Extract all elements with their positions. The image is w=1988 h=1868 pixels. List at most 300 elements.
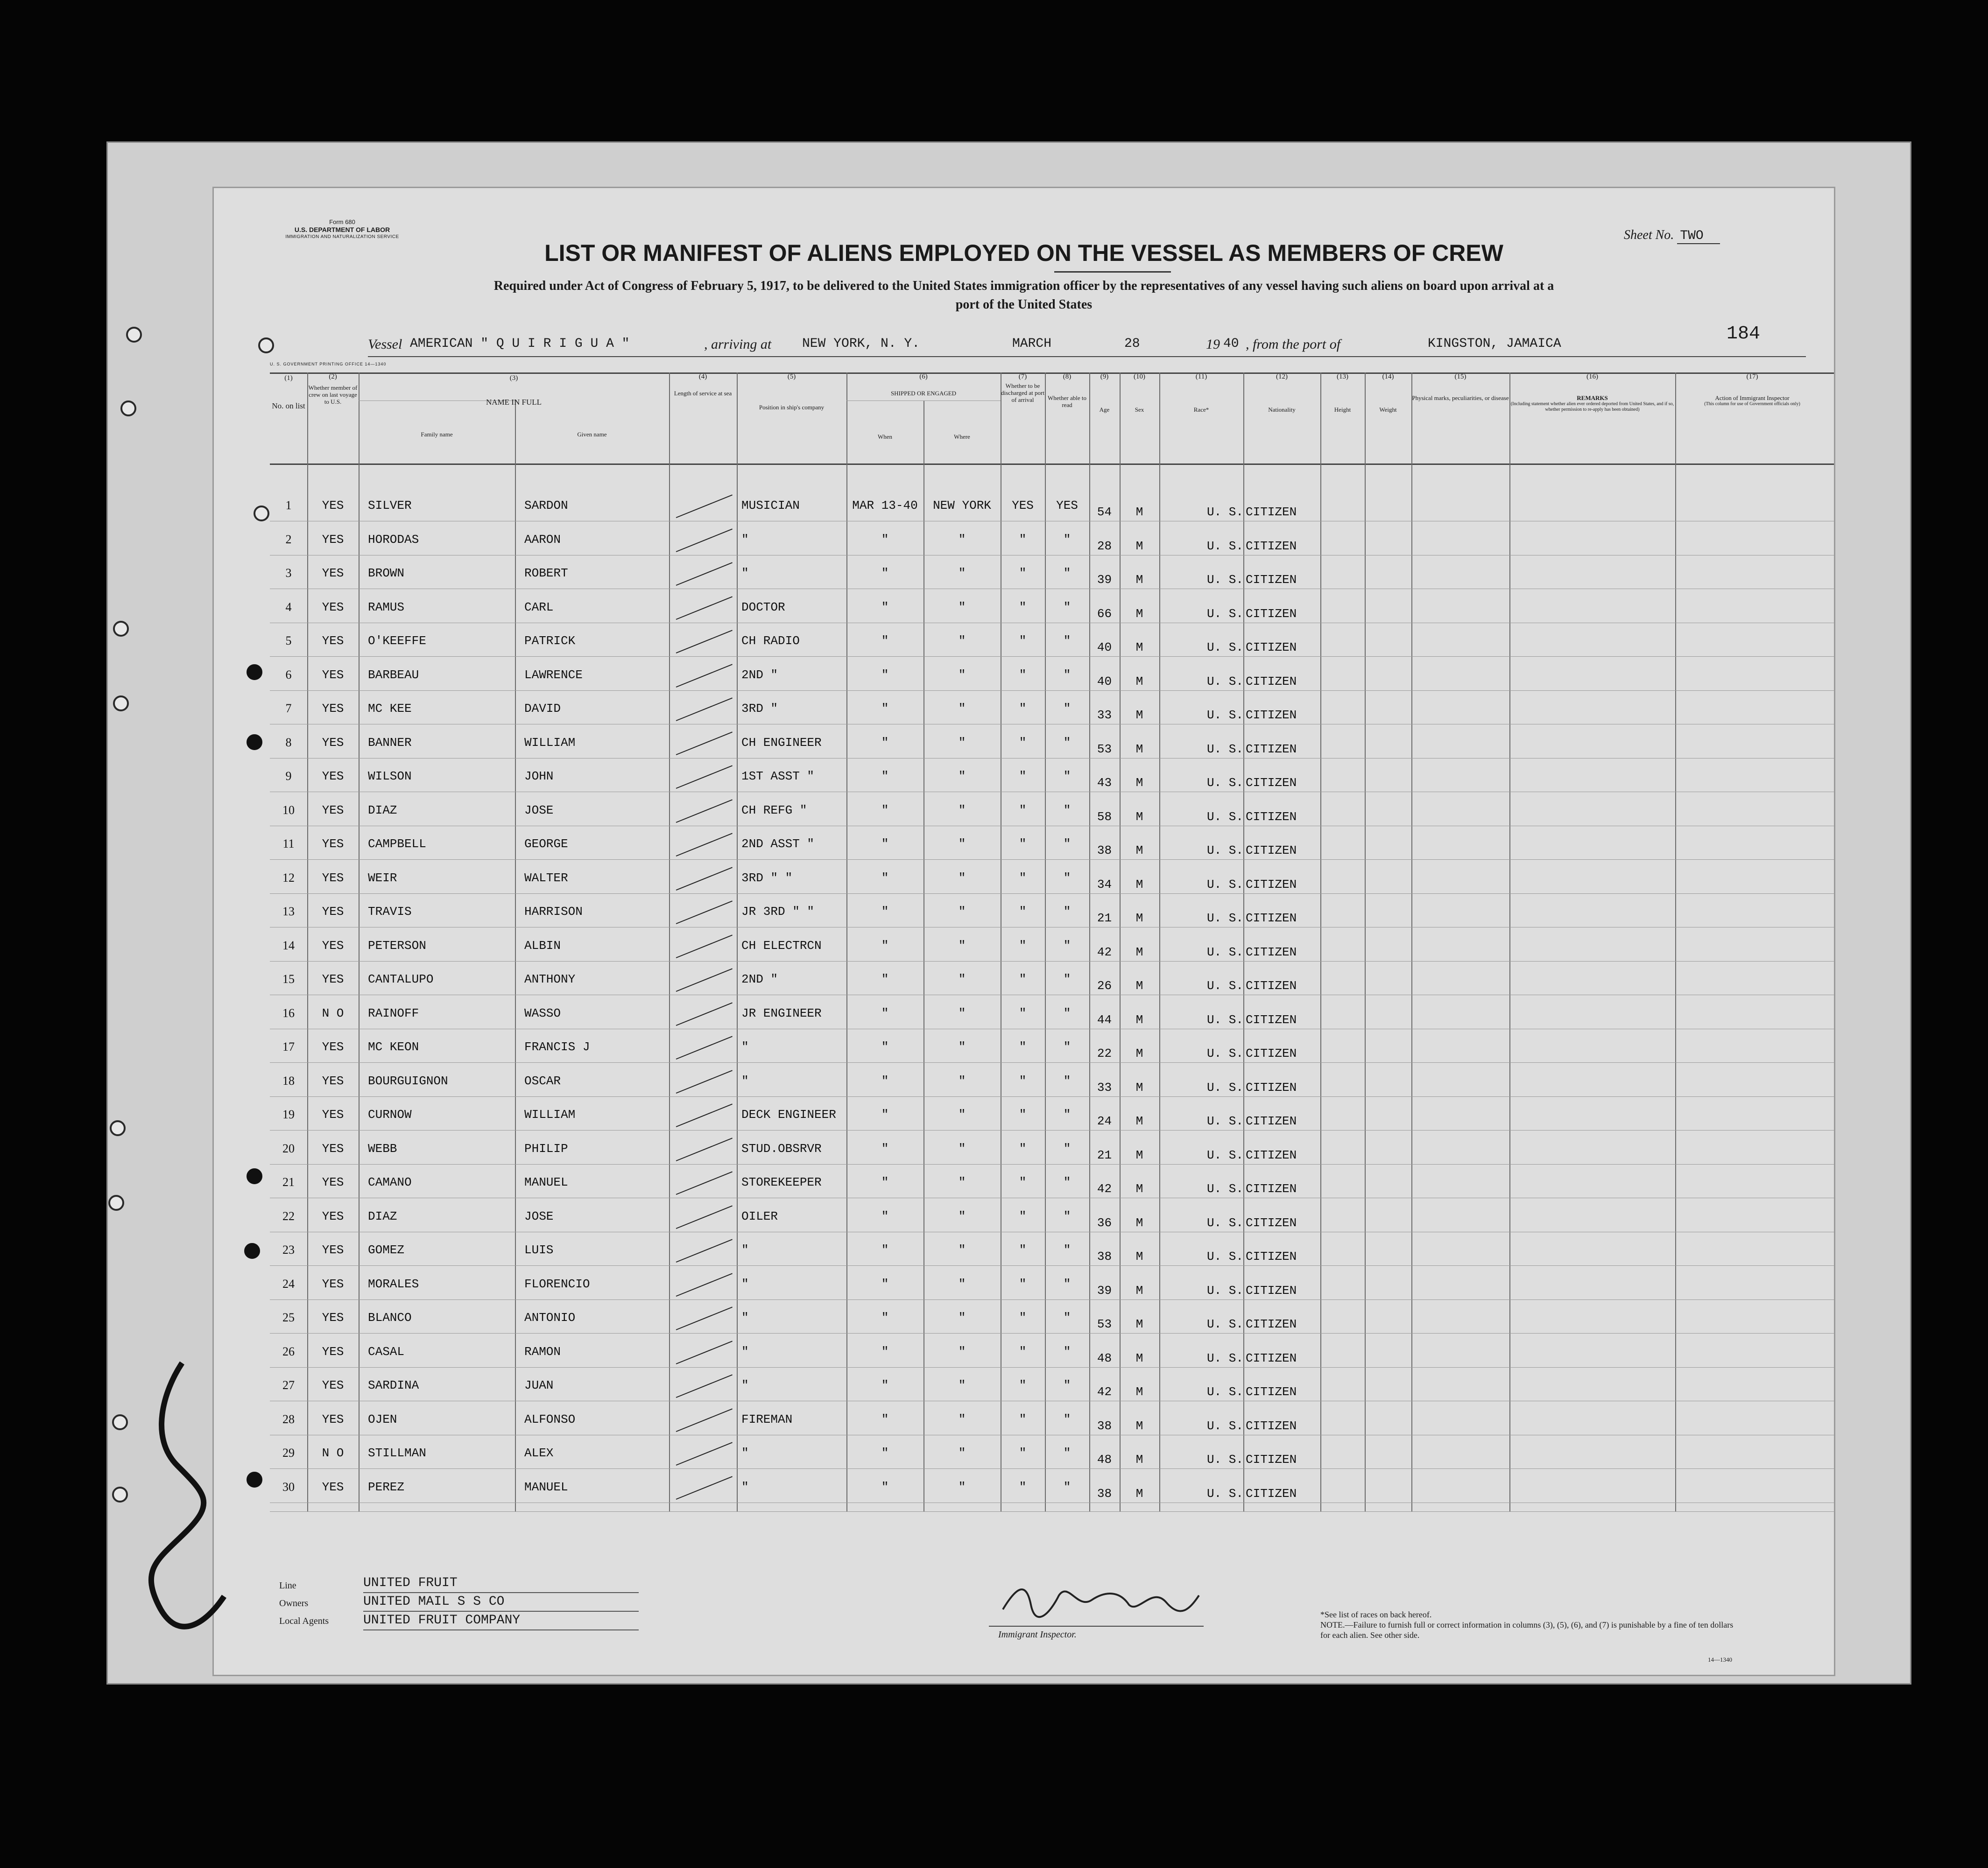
column-rule (1411, 372, 1412, 1511)
cell-nationality: CITIZEN (1246, 1283, 1297, 1298)
arrival-month: MARCH (1012, 337, 1052, 351)
service-check-mark (676, 968, 733, 992)
cell-position: " (741, 1277, 749, 1291)
cell-no: 28 (282, 1412, 295, 1426)
cell-family-name: RAINOFF (368, 1006, 419, 1020)
cell-member: YES (322, 1412, 344, 1426)
punch-hole (244, 1243, 260, 1259)
table-row-rule (270, 1130, 1834, 1131)
cell-given-name: RAMON (524, 1344, 561, 1359)
cell-no: 27 (282, 1378, 295, 1392)
cell-age: 22 (1097, 1046, 1112, 1060)
where-header: Where (954, 433, 970, 440)
service-check-mark (676, 1273, 733, 1297)
service-check-mark (676, 1374, 733, 1398)
cell-age: 38 (1097, 1250, 1112, 1264)
cell-sex: M (1135, 1453, 1143, 1467)
service-check-mark (676, 799, 733, 823)
cell-sex: M (1135, 742, 1143, 756)
cell-age: 38 (1097, 843, 1112, 857)
cell-nationality: CITIZEN (1246, 843, 1297, 857)
agents-value: UNITED FRUIT COMPANY (363, 1612, 639, 1630)
cell-nationality: CITIZEN (1246, 539, 1297, 553)
cell-member: YES (322, 566, 344, 580)
cell-age: 43 (1097, 776, 1112, 790)
signature-stroke (1003, 1589, 1199, 1617)
cell-sex: M (1135, 1182, 1143, 1196)
cell-discharged: " (1019, 532, 1027, 547)
cell-when: " (881, 1412, 889, 1426)
cell-when: " (881, 1074, 889, 1088)
cell-member: YES (322, 1209, 344, 1223)
service-check-mark (676, 664, 733, 688)
cell-where: " (958, 1480, 966, 1494)
cell-discharged: " (1019, 837, 1027, 851)
cell-when: " (881, 972, 889, 986)
cell-no: 16 (282, 1006, 295, 1020)
cell-given-name: PATRICK (524, 634, 576, 648)
punch-hole (126, 327, 142, 343)
table-row-rule (270, 1333, 1834, 1334)
col-5-header: (5) Position in ship's company (759, 373, 825, 411)
cell-no: 17 (282, 1040, 295, 1053)
arrival-day: 28 (1124, 337, 1140, 351)
cell-age: 26 (1097, 979, 1112, 993)
cell-position: OILER (741, 1209, 778, 1223)
cell-race: U. S. (1206, 742, 1243, 756)
cell-discharged: " (1019, 1378, 1027, 1392)
col-10-header: (10) Sex (1134, 373, 1145, 413)
cell-race: U. S. (1206, 1250, 1243, 1264)
cell-family-name: CASAL (368, 1344, 405, 1359)
cell-discharged: " (1019, 1006, 1027, 1020)
cell-where: " (958, 1243, 966, 1257)
cell-position: " (741, 1480, 749, 1494)
cell-race: U. S. (1206, 1317, 1243, 1331)
cell-read: " (1063, 905, 1071, 919)
cell-when: " (881, 1243, 889, 1257)
cell-family-name: OJEN (368, 1412, 397, 1426)
service-check-mark (676, 1341, 733, 1364)
cell-sex: M (1135, 1351, 1143, 1365)
subtitle-line-1: Required under Act of Congress of February 5, 1917, to be delivered to the United States immigration officer by the representatives of any vessel having such aliens on board upon arrival at a (493, 279, 1554, 293)
cell-read: " (1063, 1412, 1071, 1426)
cell-family-name: CAMANO (368, 1175, 412, 1189)
cell-when: " (881, 702, 889, 716)
cell-when: " (881, 735, 889, 750)
cell-given-name: ALBIN (524, 938, 561, 953)
cell-position: DOCTOR (741, 600, 785, 614)
cell-sex: M (1135, 505, 1143, 519)
cell-race: U. S. (1206, 674, 1243, 688)
cell-position: JR ENGINEER (741, 1006, 822, 1020)
cell-read: " (1063, 871, 1071, 885)
cell-member: YES (322, 972, 344, 986)
cell-read: " (1063, 1344, 1071, 1359)
cell-sex: M (1135, 1215, 1143, 1230)
cell-member: YES (322, 1108, 344, 1122)
cell-position: STUD.OBSRVR (741, 1141, 822, 1156)
cell-when: " (881, 1344, 889, 1359)
cell-family-name: SILVER (368, 499, 412, 513)
cell-read: " (1063, 837, 1071, 851)
cell-where: " (958, 1074, 966, 1088)
cell-given-name: ANTONIO (524, 1311, 576, 1325)
cell-nationality: CITIZEN (1246, 911, 1297, 925)
table-row-rule (270, 1164, 1834, 1165)
cell-read: " (1063, 1446, 1071, 1460)
cell-when: " (881, 803, 889, 817)
cell-nationality: CITIZEN (1246, 1351, 1297, 1365)
service-check-mark (676, 697, 733, 721)
cell-read: " (1063, 667, 1071, 682)
cell-member: YES (322, 1311, 344, 1325)
cell-age: 39 (1097, 573, 1112, 587)
cell-family-name: WEIR (368, 871, 397, 885)
cell-race: U. S. (1206, 606, 1243, 621)
cell-position: " (741, 1378, 749, 1392)
cell-position: FIREMAN (741, 1412, 793, 1426)
cell-nationality: CITIZEN (1246, 1250, 1297, 1264)
cell-family-name: CANTALUPO (368, 972, 434, 986)
cell-discharged: " (1019, 871, 1027, 885)
cell-given-name: LUIS (524, 1243, 554, 1257)
cell-when: " (881, 1480, 889, 1494)
cell-position: DECK ENGINEER (741, 1108, 836, 1122)
column-rule (515, 400, 516, 1511)
cell-nationality: CITIZEN (1246, 809, 1297, 824)
cell-nationality: CITIZEN (1246, 742, 1297, 756)
cell-where: " (958, 1378, 966, 1392)
cell-where: " (958, 702, 966, 716)
agents-label: Local Agents (279, 1616, 329, 1626)
col-3-header: (3) NAME IN FULL (486, 374, 542, 407)
cell-discharged: " (1019, 972, 1027, 986)
cell-read: " (1063, 1006, 1071, 1020)
cell-age: 54 (1097, 505, 1112, 519)
cell-member: YES (322, 667, 344, 682)
cell-race: U. S. (1206, 1114, 1243, 1128)
col-14-header: (14) Weight (1379, 373, 1397, 413)
cell-family-name: CAMPBELL (368, 837, 426, 851)
cell-member: N O (322, 1446, 344, 1460)
cell-nationality: CITIZEN (1246, 606, 1297, 621)
cell-age: 28 (1097, 539, 1112, 553)
cell-where: " (958, 837, 966, 851)
col-4-header: (4) Length of service at sea (674, 373, 732, 397)
cell-member: YES (322, 871, 344, 885)
cell-family-name: TRAVIS (368, 905, 412, 919)
cell-race: U. S. (1206, 1351, 1243, 1365)
service-check-mark (676, 1002, 733, 1026)
punch-hole (247, 1472, 262, 1488)
cell-nationality: CITIZEN (1246, 1215, 1297, 1230)
column-rule (1509, 372, 1510, 1511)
service-check-mark (676, 731, 733, 755)
page-title: LIST OR MANIFEST OF ALIENS EMPLOYED ON THE VESSEL AS MEMBERS OF CREW (544, 240, 1503, 266)
footer-note (1320, 1609, 1741, 1640)
cell-family-name: CURNOW (368, 1108, 412, 1122)
column-rule (359, 372, 360, 1511)
cell-when: " (881, 1311, 889, 1325)
cell-race: U. S. (1206, 1046, 1243, 1060)
service-check-mark (676, 867, 733, 891)
cell-sex: M (1135, 539, 1143, 553)
service-check-mark (676, 1205, 733, 1229)
cell-where: " (958, 1209, 966, 1223)
scrawl-stroke (151, 1363, 224, 1627)
table-row-rule (270, 1096, 1834, 1097)
arrival-year-prefix: 19 (1206, 337, 1220, 352)
cell-age: 48 (1097, 1453, 1112, 1467)
cell-position: STOREKEEPER (741, 1175, 822, 1189)
cell-family-name: SARDINA (368, 1378, 419, 1392)
table-bottom-rule (270, 1511, 1834, 1512)
cell-where: " (958, 735, 966, 750)
cell-sex: M (1135, 1419, 1143, 1433)
cell-position: " (741, 1446, 749, 1460)
cell-race: U. S. (1206, 1148, 1243, 1162)
cell-nationality: CITIZEN (1246, 877, 1297, 892)
cell-where: " (958, 1040, 966, 1054)
cell-sex: M (1135, 1114, 1143, 1128)
col-9-header: (9) Age (1099, 373, 1110, 413)
cell-race: U. S. (1206, 573, 1243, 587)
cell-member: YES (322, 1344, 344, 1359)
service-check-mark (676, 1171, 733, 1195)
cell-read: " (1063, 803, 1071, 817)
cell-race: U. S. (1206, 1486, 1243, 1501)
cell-read: YES (1056, 499, 1078, 513)
cell-sex: M (1135, 640, 1143, 654)
arrival-port: NEW YORK, N. Y. (802, 337, 920, 351)
inspector-label: Immigrant Inspector. (998, 1629, 1077, 1640)
cell-sex: M (1135, 979, 1143, 993)
cell-family-name: O'KEEFFE (368, 634, 426, 648)
table-row-rule (270, 1062, 1834, 1063)
cell-race: U. S. (1206, 1385, 1243, 1399)
sheet-number-value: TWO (1677, 229, 1720, 244)
cell-age: 53 (1097, 742, 1112, 756)
service-check-mark (676, 596, 733, 620)
cell-given-name: ALFONSO (524, 1412, 576, 1426)
cell-given-name: WASSO (524, 1006, 561, 1020)
cell-no: 5 (285, 634, 292, 647)
cell-when: " (881, 938, 889, 953)
cell-read: " (1063, 1378, 1071, 1392)
cell-given-name: WILLIAM (524, 735, 576, 750)
cell-position: " (741, 1243, 749, 1257)
service-check-mark (676, 562, 733, 586)
cell-nationality: CITIZEN (1246, 1453, 1297, 1467)
cell-given-name: MANUEL (524, 1480, 568, 1494)
cell-age: 48 (1097, 1351, 1112, 1365)
cell-nationality: CITIZEN (1246, 1046, 1297, 1060)
service-check-mark (676, 630, 733, 653)
cell-given-name: FLORENCIO (524, 1277, 590, 1291)
agency-name: U.S. DEPARTMENT OF LABOR (294, 226, 390, 233)
cell-nationality: CITIZEN (1246, 1114, 1297, 1128)
cell-family-name: WEBB (368, 1141, 397, 1156)
table-row-rule (270, 961, 1834, 962)
cell-where: " (958, 769, 966, 783)
cell-where: " (958, 1344, 966, 1359)
shipped-subheader-rule (846, 400, 1001, 401)
cell-position: " (741, 1344, 749, 1359)
cell-sex: M (1135, 573, 1143, 587)
cell-member: YES (322, 1243, 344, 1257)
cell-age: 40 (1097, 640, 1112, 654)
cell-when: MAR 13-40 (852, 499, 918, 513)
cell-discharged: " (1019, 735, 1027, 750)
cell-member: YES (322, 1141, 344, 1156)
cell-sex: M (1135, 708, 1143, 722)
cell-when: " (881, 871, 889, 885)
col-8-header: (8) Whether able to read (1047, 373, 1086, 408)
cell-when: " (881, 1209, 889, 1223)
cell-given-name: SARDON (524, 499, 568, 513)
cell-read: " (1063, 702, 1071, 716)
arrival-year-suffix: 40 (1223, 337, 1239, 351)
cell-family-name: BROWN (368, 566, 405, 580)
vessel-label: Vessel (368, 337, 402, 352)
cell-given-name: CARL (524, 600, 554, 614)
cell-position: CH ENGINEER (741, 735, 822, 750)
cell-when: " (881, 634, 889, 648)
cell-member: YES (322, 769, 344, 783)
cell-position: 2ND " (741, 972, 778, 986)
cell-given-name: WALTER (524, 871, 568, 885)
col-16-header: (16) REMARKS (Including statement whether alien ever ordered deported from United States, and if so, whether permission to re-apply has been obtained) (1510, 373, 1674, 412)
footer-labels (279, 1577, 329, 1630)
cell-given-name: FRANCIS J (524, 1040, 590, 1054)
cell-position: " (741, 1311, 749, 1325)
cell-discharged: " (1019, 702, 1027, 716)
cell-no: 30 (282, 1480, 295, 1494)
cell-race: U. S. (1206, 708, 1243, 722)
service-check-mark (676, 494, 733, 518)
cell-where: " (958, 1108, 966, 1122)
cell-race: U. S. (1206, 911, 1243, 925)
cell-where: " (958, 905, 966, 919)
cell-family-name: GOMEZ (368, 1243, 405, 1257)
cell-race: U. S. (1206, 1182, 1243, 1196)
cell-where: " (958, 1277, 966, 1291)
cell-position: 3RD " " (741, 871, 793, 885)
cell-when: " (881, 1006, 889, 1020)
cell-family-name: DIAZ (368, 803, 397, 817)
cell-nationality: CITIZEN (1246, 1419, 1297, 1433)
cell-nationality: CITIZEN (1246, 945, 1297, 959)
cell-no: 2 (285, 532, 292, 546)
cell-member: YES (322, 803, 344, 817)
punch-hole (247, 1168, 262, 1184)
cell-sex: M (1135, 1283, 1143, 1298)
cell-age: 44 (1097, 1012, 1112, 1027)
punch-hole (247, 734, 262, 750)
cell-discharged: " (1019, 1412, 1027, 1426)
cell-where: " (958, 566, 966, 580)
manifest-sheet (212, 187, 1835, 1676)
cell-race: U. S. (1206, 877, 1243, 892)
cell-age: 36 (1097, 1215, 1112, 1230)
cell-discharged: " (1019, 1277, 1027, 1291)
cell-no: 11 (282, 837, 295, 850)
arriving-label: , arriving at (704, 337, 772, 352)
column-rule (737, 372, 738, 1511)
cell-given-name: JUAN (524, 1378, 554, 1392)
table-row-rule (270, 656, 1834, 657)
service-check-mark (676, 1103, 733, 1127)
cell-read: " (1063, 1311, 1071, 1325)
departure-port: KINGSTON, JAMAICA (1428, 337, 1561, 351)
cell-position: " (741, 566, 749, 580)
col-11-header: (11) Race* (1193, 373, 1209, 413)
form-number: Form 680 (329, 218, 355, 225)
cell-nationality: CITIZEN (1246, 1385, 1297, 1399)
cell-given-name: AARON (524, 532, 561, 547)
cell-given-name: HARRISON (524, 905, 583, 919)
cell-age: 24 (1097, 1114, 1112, 1128)
margin-scrawl (121, 1354, 243, 1634)
cell-age: 66 (1097, 606, 1112, 621)
column-rule (669, 372, 670, 1511)
cell-no: 10 (282, 803, 295, 817)
cell-sex: M (1135, 1080, 1143, 1095)
cell-discharged: " (1019, 1141, 1027, 1156)
cell-when: " (881, 600, 889, 614)
cell-age: 33 (1097, 708, 1112, 722)
cell-member: YES (322, 1074, 344, 1088)
cell-no: 9 (285, 769, 292, 783)
service-check-mark (676, 900, 733, 924)
cell-discharged: " (1019, 1040, 1027, 1054)
cell-sex: M (1135, 1250, 1143, 1264)
cell-no: 24 (282, 1277, 295, 1291)
cell-discharged: " (1019, 667, 1027, 682)
cell-where: " (958, 938, 966, 953)
cell-read: " (1063, 566, 1071, 580)
service-check-mark (676, 1138, 733, 1161)
cell-position: MUSICIAN (741, 499, 800, 513)
cell-family-name: PEREZ (368, 1480, 405, 1494)
cell-discharged: " (1019, 1175, 1027, 1189)
cell-where: " (958, 667, 966, 682)
table-row-rule (270, 859, 1834, 860)
punch-hole (254, 506, 269, 521)
cell-no: 15 (282, 972, 295, 986)
cell-family-name: STILLMAN (368, 1446, 426, 1460)
service-name: IMMIGRATION AND NATURALIZATION SERVICE (285, 234, 399, 239)
cell-when: " (881, 837, 889, 851)
cell-age: 53 (1097, 1317, 1112, 1331)
cell-age: 21 (1097, 911, 1112, 925)
sheet-number-label: Sheet No. (1624, 228, 1674, 242)
cell-discharged: " (1019, 1074, 1027, 1088)
cell-age: 58 (1097, 809, 1112, 824)
cell-no: 12 (282, 871, 295, 885)
cell-nationality: CITIZEN (1246, 776, 1297, 790)
cell-given-name: ALEX (524, 1446, 554, 1460)
owners-value: UNITED MAIL S S CO (363, 1593, 639, 1612)
table-header-rule (270, 463, 1834, 465)
cell-read: " (1063, 938, 1071, 953)
cell-nationality: CITIZEN (1246, 1080, 1297, 1095)
cell-race: U. S. (1206, 1215, 1243, 1230)
cell-given-name: JOSE (524, 1209, 554, 1223)
footer-values (363, 1574, 639, 1630)
cell-when: " (881, 905, 889, 919)
